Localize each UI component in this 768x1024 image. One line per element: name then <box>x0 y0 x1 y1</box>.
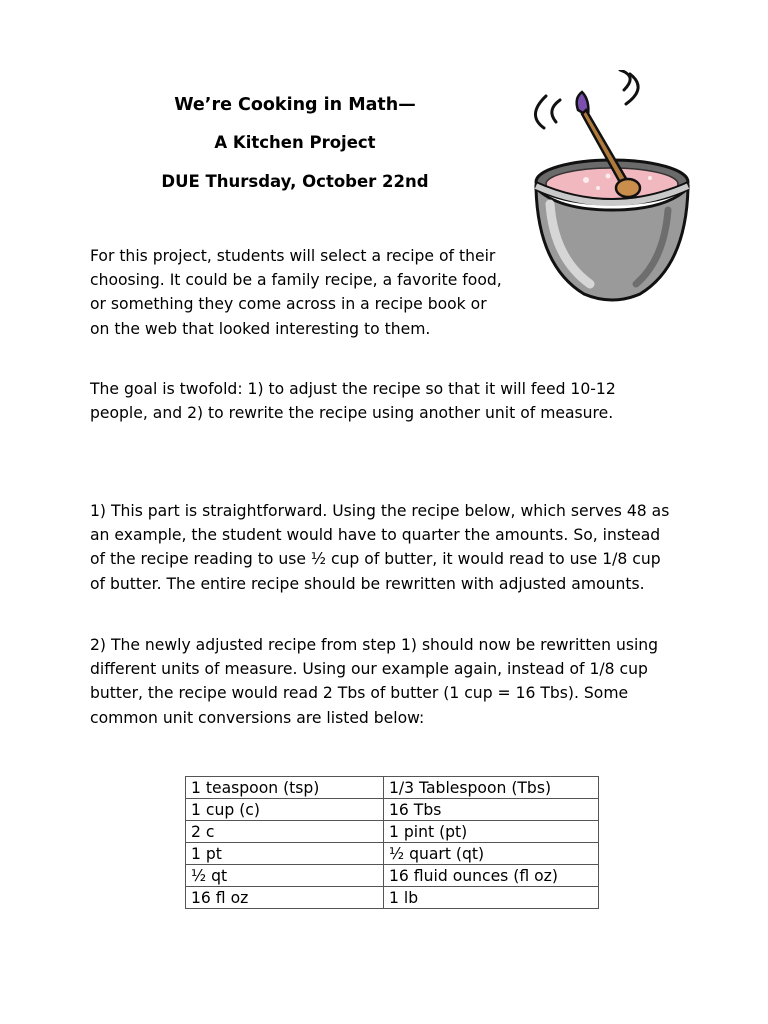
table-row <box>186 843 599 865</box>
step-2-paragraph: 2) The newly adjusted recipe from step 1) should now be rewritten using different units of measure. Using our example again, instead of 1/8 cup butter, the recipe would read 2 Tbs of butter (1 cup = 16 Tbs). Some common unit conversions are listed below: <box>90 636 659 727</box>
table-cell-to: ½ quart (qt) <box>384 843 599 865</box>
table-cell-to: 16 fluid ounces (fl oz) <box>384 865 599 887</box>
due-date: DUE Thursday, October 22nd <box>161 172 429 191</box>
table-cell-to: 16 Tbs <box>384 799 599 821</box>
table-row <box>186 887 599 909</box>
table-cell-to: 1 pint (pt) <box>384 821 599 843</box>
table-cell-from: ½ qt <box>186 865 384 887</box>
document-title: We’re Cooking in Math— <box>174 95 416 115</box>
table-cell-from: 1 teaspoon (tsp) <box>186 777 384 799</box>
goal-paragraph: The goal is twofold: 1) to adjust the recipe so that it will feed 10-12 people, and 2) to rewrite the recipe using another unit of measure. <box>90 380 616 423</box>
table-cell-from: 1 pt <box>186 843 384 865</box>
unit-conversion-table <box>185 776 599 909</box>
table-cell-from: 1 cup (c) <box>186 799 384 821</box>
document-subtitle: A Kitchen Project <box>214 133 376 152</box>
table-row <box>186 799 599 821</box>
table-row <box>186 821 599 843</box>
table-row <box>186 777 599 799</box>
table-cell-from: 2 c <box>186 821 384 843</box>
table-cell-from: 16 fl oz <box>186 887 384 909</box>
table-cell-to: 1/3 Tablespoon (Tbs) <box>384 777 599 799</box>
cooking-pot-icon <box>516 70 708 310</box>
table-row <box>186 865 599 887</box>
step-1-paragraph: 1) This part is straightforward. Using the recipe below, which serves 48 as an example, the student would have to quarter the amounts. So, instead of the recipe reading to use ½ cup of butter, it would read to use 1/8 cup of butter. The entire recipe should be rewritten with adjusted amounts. <box>90 502 670 593</box>
intro-paragraph: For this project, students will select a recipe of their choosing. It could be a family recipe, a favorite food, or something they come across in a recipe book or on the web that looked interesting to them. <box>90 247 502 338</box>
table-cell-to: 1 lb <box>384 887 599 909</box>
